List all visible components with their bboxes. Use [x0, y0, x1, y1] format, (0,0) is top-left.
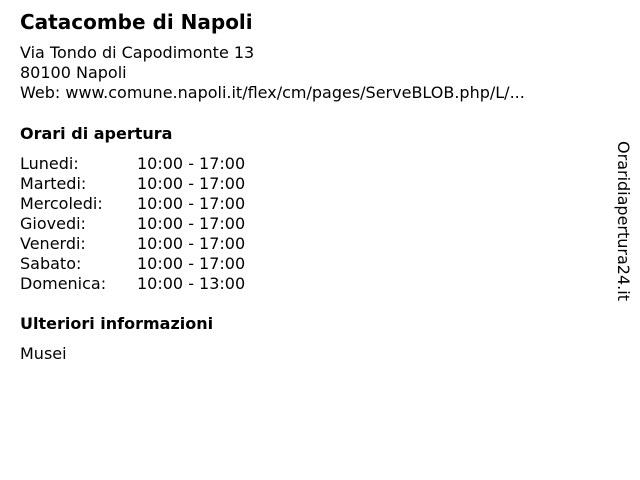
- time-range: 10:00 - 17:00: [137, 254, 246, 273]
- street-address: Via Tondo di Capodimonte 13: [20, 43, 255, 62]
- more-info-heading: Ulteriori informazioni: [20, 314, 214, 333]
- hours-row-monday: [20, 154, 245, 174]
- day-label: Martedi:: [20, 174, 87, 193]
- hours-row-tuesday: [20, 174, 245, 194]
- opening-hours-table: [20, 154, 245, 294]
- category-label: Musei: [20, 344, 67, 363]
- time-range: 10:00 - 17:00: [137, 234, 246, 253]
- address-block: [20, 43, 525, 103]
- time-range: 10:00 - 17:00: [137, 194, 246, 213]
- hours-row-friday: [20, 234, 245, 254]
- hours-row-saturday: [20, 254, 245, 274]
- website-link[interactable]: Web: www.comune.napoli.it/flex/cm/pages/ServeBLOB.php/L/...: [20, 83, 525, 102]
- postal-city: 80100 Napoli: [20, 63, 127, 82]
- opening-hours-heading: Orari di apertura: [20, 124, 173, 143]
- time-range: 10:00 - 17:00: [137, 214, 246, 233]
- hours-row-sunday: [20, 274, 245, 294]
- time-range: 10:00 - 17:00: [137, 154, 246, 173]
- day-label: Venerdi:: [20, 234, 86, 253]
- brand-watermark: Oraridiapertura24.it: [614, 141, 633, 301]
- time-range: 10:00 - 17:00: [137, 174, 246, 193]
- place-name: Catacombe di Napoli: [20, 10, 253, 34]
- day-label: Mercoledi:: [20, 194, 103, 213]
- day-label: Domenica:: [20, 274, 107, 293]
- day-label: Sabato:: [20, 254, 82, 273]
- day-label: Lunedi:: [20, 154, 79, 173]
- hours-row-wednesday: [20, 194, 245, 214]
- hours-row-thursday: [20, 214, 245, 234]
- time-range: 10:00 - 13:00: [137, 274, 246, 293]
- day-label: Giovedi:: [20, 214, 86, 233]
